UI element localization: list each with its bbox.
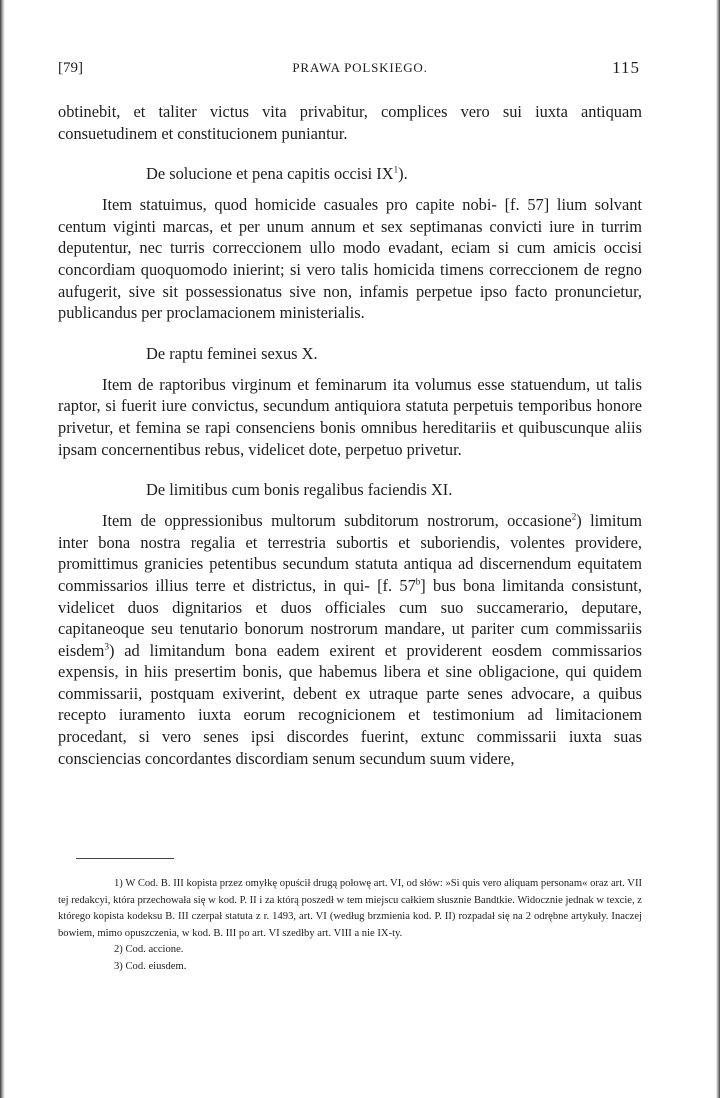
running-title: PRAWA POLSKIEGO.	[292, 60, 428, 75]
page-edge-shadow-left	[0, 0, 5, 1098]
heading-article-x: De raptu feminei sexus X.	[146, 343, 318, 363]
intro-paragraph: obtinebit, et taliter victus vita privabitur, complices vero sui iuxta antiquam consuetudinem et constitucionem puniantur.	[58, 102, 642, 143]
footnote-1-text: W Cod. B. III kopista przez omyłkę opuścił drugą połowę art. VI, od słów: »Si quis vero aliquam personam« oraz art. VII tej redakcyi, która przechowała się w kod. P. II i za którą poszedł w tem miejscu całkiem słusznie Bandtkie. Widocznie jednak w texcie, z którego kopista kodeksu B. III czerpał statuta z r. 1493, art. VI (według brzmienia kod. P. II) rozpadał się na 2 odrębne artykuły. Inaczej bowiem, mimo opuszczenia, w kod. B. III po art. VI szedłby art. VIII a nie IX-ty.	[58, 878, 642, 939]
paragraph-article-ix-rest: lium solvant centum viginti marcas, et per unum annum et sex septimanas convicti iure in turrim deputentur, nec turris correccionem ullo modo evadant, eciam si cum amicis occisi concordiam quoquomodo inierint; si vero talis homicida timens correccionem de regno aufugerit, sive sit possessionatus sive non, infamis perpetue ipso facto pronuncietur, publicandus per proclamacionem ministerialis.	[58, 195, 642, 323]
original-page-number: [79]	[58, 60, 83, 76]
footnotes	[58, 876, 642, 975]
heading-article-ix-text: De solucione et pena capitis occisi IX	[146, 164, 394, 184]
paragraph-article-xi-start: Item de oppressionibus multorum subditorum nostrorum, occasione	[102, 511, 572, 531]
paragraph-article-x: Item de raptoribus virginum et feminarum ita volumus esse statuendum, ut talis raptor, si fuerit iure convictus, secundum antiquiora statuta perpetuis temporibus honore privetur, et femina se rapi consenciens bonis omnibus hereditariis et quibuscunque aliis ipsam concernentibus rebus, videlicet dote, perpetuo privetur.	[58, 374, 642, 459]
paragraph-article-xi-part3: bus bona limitanda consistunt, videlicet duos dignitarios et duos officiales cum suo succamerario, deputare, capitaneoque seu tenutario bonorum nostrorum mandare, ut pariter cum commissariis eisdem	[58, 575, 642, 660]
footnote-3-text: Cod. eiusdem.	[125, 960, 187, 972]
folio-marker: [f. 57]	[504, 195, 550, 215]
paragraph-article-ix	[58, 194, 642, 324]
footnote-1	[58, 876, 642, 942]
footnote-2-text: Cod. accione.	[125, 944, 184, 955]
paragraph-article-xi-part4: ad limitandum bona eadem exirent et providerent eosdem commissarios expensis, in hiis presertim bonis, que habemus libera et sine obligacione, qui quidem commissarii, postquam exiverint, debent ex utraque parte senes advocare, a quibus recepto iuramento iuxta eorum recognicionem et testimonium ad limitacionem procedant, si vero senes ipsi discordes fuerint, extunc commissarii iuxta suas consciencias concordantes discordiam senum secundum suum videre,	[58, 640, 642, 768]
footnote-ref-2: 2	[571, 511, 577, 522]
folio-marker-verso	[377, 576, 426, 595]
page-edge-shadow-right	[716, 0, 720, 1098]
heading-article-ix-end: ).	[398, 164, 408, 184]
page-number: 115	[612, 58, 640, 77]
footnote-separator	[76, 858, 174, 859]
footnote-2	[58, 942, 642, 959]
footnote-2-mark: 2)	[114, 944, 123, 955]
footnote-ref-1: 1	[393, 164, 399, 175]
paragraph-article-xi: Item de oppressionibus multorum subditorum nostrorum, occasione$^2$) limitum inter bona nostra regalia et terrestria subortis et suboriendis, volentes providere, promittimus granicies petentibus secundum statuta antiqua ad discernendum equitatem commissarios illius terre et districtus, in qui- [f. 57$^b$] bus bona limitanda consistunt, videlicet duos dignitarios et duos officiales cum suo succamerario, deputare, capitaneoque seu tenutario bonorum nostrorum mandare, ut pariter cum commissariis eisdem$^3$) ad limitandum bona eadem exirent et providerent eosdem commissarios expensis, in hiis presertim bonis, que habemus libera et sine obligacione, qui quidem commissarii, postquam exiverint, debent ex utraque parte senes advocare, a quibus recepto iuramento iuxta eorum recognicionem et testimonium ad limitacionem procedant, si vero senes ipsi discordes fuerint, extunc commissarii iuxta suas consciencias concordantes discordiam senum secundum suum videre,	[58, 511, 642, 768]
footnote-3	[58, 959, 642, 976]
heading-article-xi: De limitibus cum bonis regalibus faciendis XI.	[146, 480, 453, 500]
running-header	[0, 60, 720, 84]
footnote-ref-3: 3	[104, 641, 109, 652]
footnote-3-mark: 3)	[114, 960, 123, 972]
heading-article-ix	[58, 163, 642, 185]
paragraph-article-xi-part2: limitum inter bona nostra regalia et terrestria subortis et suboriendis, volentes providere, promittimus granicies petentibus secundum statuta antiqua ad discernendum equitatem commissarios illius terre et districtus, in qui-	[58, 511, 642, 595]
paragraph-article-ix-start: Item statuimus, quod homicide casuales pro capite nobi-	[102, 195, 497, 215]
footnote-1-mark: 1)	[114, 878, 123, 889]
main-text	[58, 101, 642, 769]
folio-marker-verso-sup: b	[415, 576, 421, 587]
folio-marker-verso-text: [f. 57	[377, 575, 416, 595]
folio-marker-verso-end: ]	[420, 575, 426, 595]
